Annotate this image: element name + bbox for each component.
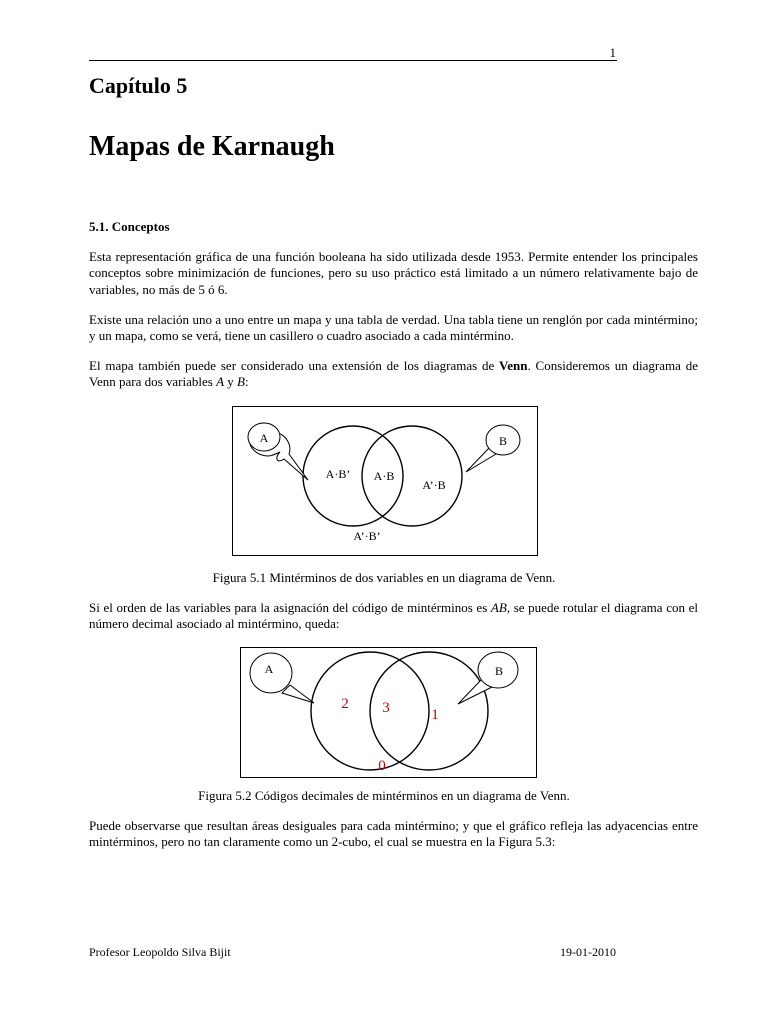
region-not-a-b: A’·B xyxy=(422,478,446,492)
code-2: 2 xyxy=(341,696,349,712)
variable-ab: AB xyxy=(490,600,507,615)
text-span: y xyxy=(224,374,238,390)
variable-a: A xyxy=(216,374,225,390)
text-span: El mapa también puede ser considerado una extensión de los diagramas de xyxy=(89,358,500,373)
header-rule xyxy=(89,60,617,61)
paragraph-venn xyxy=(89,358,698,391)
text-span: . Consideremos un diagrama de Venn para dos variables xyxy=(89,358,698,390)
bold-term-venn: Venn xyxy=(499,358,528,373)
paragraph-adjacency: Puede observarse que resultan áreas desiguales para cada mintérmino; y que el gráfico refleja las adyacencias entre mintérminos, pero no tan claramente como un 2-cubo, el cual se muestra en la Figura 5.3: xyxy=(89,818,698,850)
region-a-not-b: A·B’ xyxy=(325,467,351,481)
paragraph-intro: Esta representación gráfica de una función booleana ha sido utilizada desde 1953. Permite entender los principales conceptos sobre minimización de funciones, pero su uso práctico está limitado a un número relativamente bajo de variables, no más de 5 ó 6. xyxy=(89,249,698,297)
label-a: A xyxy=(259,431,269,445)
label-a: A xyxy=(264,662,274,676)
figure-2-caption: Figura 5.2 Códigos decimales de mintérminos en un diagrama de Venn. xyxy=(198,788,570,803)
code-0: 0 xyxy=(378,758,386,774)
text-span: Si el orden de las variables para la asignación del código de mintérminos es xyxy=(89,600,491,615)
callout-a-tail xyxy=(282,685,314,703)
figure-venn-minterms xyxy=(232,406,538,556)
figure-venn-codes xyxy=(240,647,537,778)
paragraph-labeling xyxy=(89,600,698,633)
region-a-and-b: A·B xyxy=(373,469,395,483)
label-b: B xyxy=(494,664,504,678)
region-outside: A’·B’ xyxy=(353,529,381,543)
figure-1-caption: Figura 5.1 Mintérminos de dos variables en un diagrama de Venn. xyxy=(212,570,556,585)
footer-author: Profesor Leopoldo Silva Bijit xyxy=(89,945,231,959)
variable-b: B xyxy=(237,374,245,390)
label-b: B xyxy=(498,434,508,448)
code-3: 3 xyxy=(382,700,390,716)
page-title: Mapas de Karnaugh xyxy=(89,131,335,162)
paragraph-truth-table: Existe una relación uno a uno entre un mapa y una tabla de verdad. Una tabla tiene un renglón por cada mintérmino; y un mapa, como se verá, tiene un casillero o cuadro asociado a cada mintérmino. xyxy=(89,312,698,344)
footer-date: 19-01-2010 xyxy=(560,945,616,959)
chapter-heading: Capítulo 5 xyxy=(89,73,188,98)
section-heading: 5.1. Conceptos xyxy=(89,219,170,234)
page-number: 1 xyxy=(609,45,616,60)
code-1: 1 xyxy=(431,707,439,723)
text-span: , se puede rotular el diagrama con el número decimal asociado al mintérmino, queda: xyxy=(89,600,698,632)
text-span: : xyxy=(244,374,249,390)
